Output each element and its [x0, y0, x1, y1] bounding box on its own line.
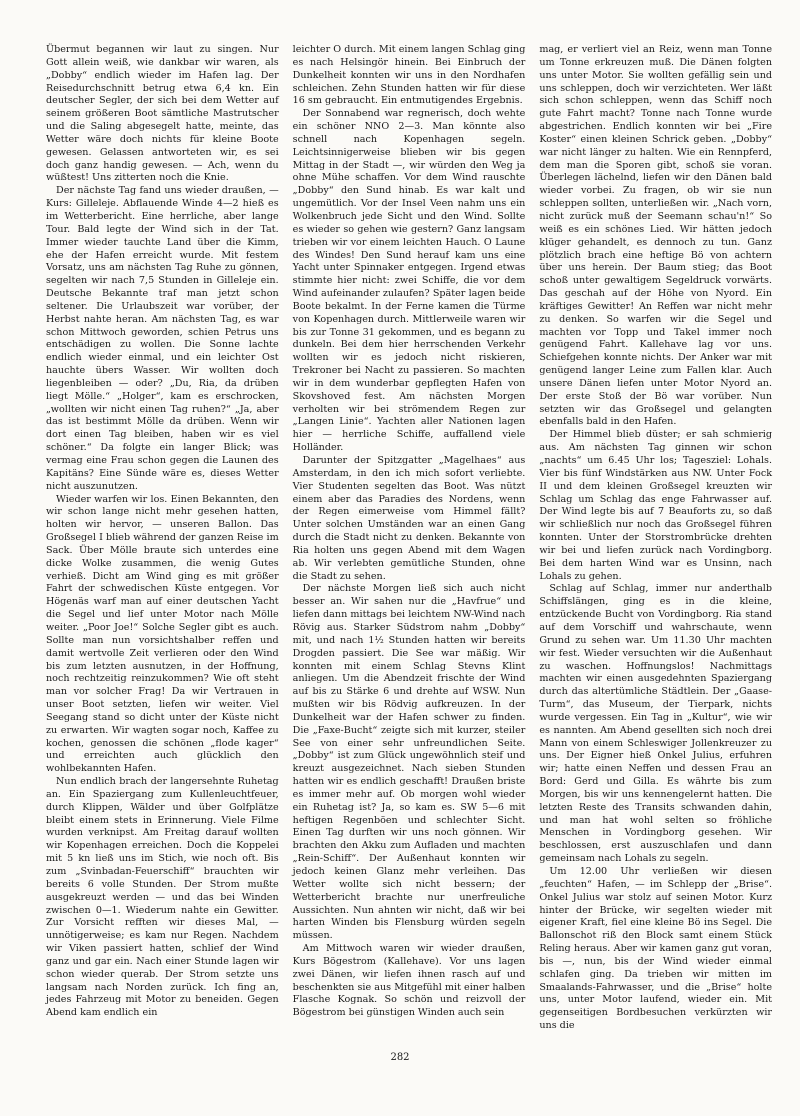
page-number: 282 [390, 1052, 410, 1063]
column-1 [46, 44, 279, 1033]
paragraph: mag, er verliert viel an Reiz, wenn man Tonne um Tonne erkreuzen muß. Die Dänen folgten uns unter Motor. Sie wollten gefällig sein und uns schleppen, doch wir verzichteten. Wer läßt sich schon schleppen, wenn das Schiff noch gute Fahrt macht? Tonne nach Tonne wurde abgestrichen. Endlich konnten wir bei „Fire Koster“ einen kleinen Schrick geben. „Dobby“ war nicht länger zu halten. Wie ein Rennpferd, dem man die Sporen gibt, schoß sie voran. Überlegen lächelnd, liefen wir den Dänen bald wieder vorbei. Zu fragen, ob wir sie nun schleppen sollten, unterließen wir. „Nach vorn, nicht zurück muß der Seemann schau'n!“ So weiß es ein schönes Lied. Wir hätten jedoch klüger gehandelt, es dennoch zu tun. Ganz plötzlich brach eine heftige Bö von achtern über uns herein. Der Baum stieg; das Boot schoß unter gewaltigem Segeldruck vorwärts. Das geschah auf der Höhe von Nyord. Ein kräftiges Gewitter! An Reffen war nicht mehr zu denken. So warfen wir die Segel und machten vor Topp und Takel immer noch genügend Fahrt. Kallehave lag vor uns. Schiefgehen konnte nichts. Der Anker war mit genügend langer Leine zum Fallen klar. Auch unsere Dänen liefen unter Motor Nyord an. Der erste Stoß der Bö war vorüber. Nun setzten wir das Großsegel und gelangten ebenfalls bald in den Hafen. [539, 44, 773, 428]
paragraph: Darunter der Spitzgatter „Magelhaes“ aus Amsterdam, in den ich mich sofort verliebte. Vier Studenten segelten das Boot. Was nützt einem aber das Paradies des Nordens, wenn der Regen eimerweise vom Himmel fällt? Unter solchen Umständen war an einen Gang durch die Stadt nicht zu denken. Bekannte von Ria holten uns gegen Abend mit dem Wagen ab. Wir verlebten gemütliche Stunden, ohne die Stadt zu sehen. [292, 455, 526, 582]
paragraph: Nun endlich brach der langersehnte Ruhetag an. Ein Spaziergang zum Kullenleuchtfeuer, durch Klippen, Wälder und über Golfplätze bleibt einem stets in Erinnerung. Viele Filme wurden verknipst. Am Freitag darauf wollten wir Kopenhagen erreichen. Doch die Koppelei mit 5 kn ließ uns im Stich, wie noch oft. Bis zum „Svinbadan-Feuerschiff“ brauchten wir bereits 6 volle Stunden. Der Strom mußte ausgekreuzt werden — und das bei Winden zwischen 0—1. Wiederum nahte ein Gewitter. Zur Vorsicht refften wir dieses Mal, — unnötigerweise; es kam nur Regen. Nachdem wir Viken passiert hatten, schlief der Wind ganz und gar ein. Nach einer Stunde lagen wir schon wieder querab. Der Strom setzte uns langsam nach Norden zurück. Ich fing an, jedes Fahrzeug mit Motor zu beneiden. Gegen Abend kam endlich ein [46, 776, 279, 1019]
column-2 [293, 44, 526, 1033]
paragraph: Der Himmel blieb düster; er sah schmierig aus. Am nächsten Tag ginnen wir schon „nachts“ um 6.45 Uhr los; Tagesziel: Lohals. Vier bis fünf Windstärken aus NW. Unter Fock II und dem kleinen Großsegel kreuzten wir Schlag um Schlag das enge Fahrwasser auf. Der Wind legte bis auf 7 Beauforts zu, so daß wir schließlich nur noch das Großsegel führen konnten. Unter der Storstrombrücke drehten wir bei und liefen zurück nach Vordingborg. Bei dem harten Wind war es Unsinn, nach Lohals zu gehen. [539, 429, 773, 582]
paragraph: Der nächste Tag fand uns wieder draußen, — Kurs: Gilleleje. Abflauende Winde 4—2 hieß es im Wetterbericht. Eine herrliche, aber lange Tour. Bald legte der Wind sich in der Tat. Immer wieder tauchte Land über die Kimm, ehe der Hafen erreicht wurde. Mit festem Vorsatz, uns am nächsten Tag Ruhe zu gönnen, segelten wir nach 7,5 Stunden in Gilleleje ein. Deutsche Bekannte traf man jetzt schon seltener. Die Urlaubszeit war vorüber, der Herbst nahte heran. Am nächsten Tag, es war schon Mittwoch geworden, schien Petrus uns entschädigen zu wollen. Die Sonne lachte endlich wieder einmal, und ein leichter Ost hauchte übers Wasser. Wir wollten doch liegenbleiben — oder? „Du, Ria, da drüben liegt Mölle.“ „Holger“, kam es erschrocken, „wollten wir nicht einen Tag ruhen?“ „Ja, aber das ist bestimmt Mölle da drüben. Wenn wir dort einen Tag bleiben, haben wir es viel schöner.“ Da folgte ein langer Blick; was vermag eine Frau schon gegen die Launen des Kapitäns? Eine Sünde wäre es, dieses Wetter nicht auszunutzen. [46, 185, 279, 492]
paragraph: Schlag auf Schlag, immer nur anderthalb Schiffslängen, ging es in die kleine, entzückende Bucht von Vordingborg. Ria stand auf dem Vorschiff und wahrschaute, wenn Grund zu sehen war. Um 11.30 Uhr machten wir fest. Wieder versuchten wir die Außenhaut zu waschen. Hoffnungslos! Nachmittags machten wir einen ausgedehnten Spaziergang durch das altertümliche Städtlein. Der „Gaase-Turm“, das Museum, der Tierpark, nichts wurde vergessen. Ein Tag in „Kultur“, wie wir es nannten. Am Abend gesellten sich noch drei Mann von einem Schleswiger Jollenkreuzer zu uns. Der Eigner hieß Onkel Julius, erfuhren wir; hatte einen Neffen und dessen Frau an Bord: Gerd und Gilla. Es währte bis zum Morgen, bis wir uns kennengelernt hatten. Die letzten Reste des Transits schwanden dahin, und man hat wohl selten so fröhliche Menschen in Vordingborg gesehen. Wir beschlossen, erst auszuschlafen und dann gemeinsam nach Lohals zu segeln. [539, 583, 773, 865]
paragraph: Der nächste Morgen ließ sich auch nicht besser an. Wir sahen nur die „Havfrue“ und liefen dann mittags bei leichtem NW-Wind nach Rövig aus. Starker Südstrom nahm „Dobby“ mit, und nach 1½ Stunden hatten wir bereits Drogden passiert. Die See war mäßig. Wir konnten mit einem Schlag Stevns Klint anliegen. Um die Abendzeit frischte der Wind auf bis zu Stärke 6 und drehte auf WSW. Nun mußten wir bis Rödvig aufkreuzen. In der Dunkelheit war der Hafen schwer zu finden. Die „Faxe-Bucht“ zeigte sich mit kurzer, steiler See von einer sehr unfreundlichen Seite. „Dobby“ ist zum Glück ungewöhnlich steif und kreuzt ausgezeichnet. Nach sieben Stunden hatten wir es endlich geschafft! Draußen briste es immer mehr auf. Ob morgen wohl wieder ein Ruhetag ist? Ja, so kam es. SW 5—6 mit heftigen Regenböen und schlechter Sicht. Einen Tag durften wir uns noch gönnen. Wir brachten den Akku zum Aufladen und machten „Rein-Schiff“. Der Außenhaut konnten wir jedoch keinen Glanz mehr verleihen. Das Wetter wollte sich nicht bessern; der Wetterbericht brachte nur unerfreuliche Aussichten. Nun ahnten wir nicht, daß wir bei harten Winden bis Flensburg würden segeln müssen. [292, 583, 526, 942]
paragraph: leichter O durch. Mit einem langen Schlag ging es nach Helsingör hinein. Bei Einbruch der Dunkelheit konnten wir uns in den Nordhafen schleichen. Zehn Stunden hatten wir für diese 16 sm gebraucht. Ein entmutigendes Ergebnis. [292, 44, 526, 107]
paragraph: Übermut begannen wir laut zu singen. Nur Gott allein weiß, wie dankbar wir waren, als „Dobby“ endlich wieder im Hafen lag. Der Reisedurchschnitt betrug etwa 6,4 kn. Ein deutscher Segler, der sich bei dem Wetter auf seinem größeren Boot sämtliche Mastrutscher und die Saling abgesegelt hatte, meinte, das Wetter wäre doch nichts für kleine Boote gewesen. Gelassen antworteten wir, es sei doch ganz handig gewesen. — Ach, wenn du wüßtest! Uns zitterten noch die Knie. [46, 44, 279, 184]
text-columns [46, 44, 772, 1033]
paragraph: Wieder warfen wir los. Einen Bekannten, den wir schon lange nicht mehr gesehen hatten, holten wir hervor, — unseren Ballon. Das Großsegel I blieb während der ganzen Reise im Sack. Über Mölle braute sich unterdes eine dicke Wolke zusammen, die wenig Gutes verhieß. Dicht am Wind ging es mit größer Fahrt der schwedischen Küste entgegen. Vor Högenäs warf man auf einer deutschen Yacht die Segel und lief unter Motor nach Mölle weiter. „Poor Joe!“ Solche Segler gibt es auch. Sollte man nun vorsichtshalber reffen und damit wertvolle Zeit verlieren oder den Wind bis zum letzten ausnutzen, in der Hoffnung, noch rechtzeitig reinzukommen? Wie oft steht man vor solcher Frag! Da wir Vertrauen in unser Boot setzten, liefen wir weiter. Viel Seegang stand so dicht unter der Küste nicht zu erwarten. Wir wagten sogar noch, Kaffee zu kochen, genossen die schönen „flode kager“ und erreichten auch glücklich den wohlbekannten Hafen. [46, 493, 279, 775]
paragraph: Am Mittwoch waren wir wieder draußen, Kurs Bögestrom (Kallehave). Vor uns lagen zwei Dänen, wir liefen ihnen rasch auf und beschenkten sie aus Mitgefühl mit einer halben Flasche Kognak. So schön und reizvoll der Bögestrom bei günstigen Winden auch sein [292, 943, 526, 1019]
paragraph: Um 12.00 Uhr verließen wir diesen „feuchten“ Hafen, — im Schlepp der „Brise“. Onkel Julius war stolz auf seinen Motor. Kurz hinter der Brücke, wir segelten wieder mit eigener Kraft, fiel eine kleine Bö ins Segel. Die Ballonschot riß den Block samt einem Stück Reling heraus. Aber wir kamen ganz gut voran, bis —, nun, bis der Wind wieder einmal schlafen ging. Da trieben wir mitten im Smaalands-Fahrwasser, und die „Brise“ holte uns, unter Motor laufend, wieder ein. Mit gegenseitigen Bordbesuchen verkürzten wir uns die [539, 866, 773, 1032]
paragraph: Der Sonnabend war regnerisch, doch wehte ein schöner NNO 2—3. Man könnte also schnell nach Kopenhagen segeln. Leichtsinnigerweise blieben wir bis gegen Mittag in der Stadt —, wir würden den Weg ja ohne Mühe schaffen. Vor dem Wind rauschte „Dobby“ den Sund hinab. Es war kalt und ungemütlich. Vor der Insel Veen nahm uns ein Wolkenbruch jede Sicht und den Wind. Sollte es wieder so gehen wie gestern? Ganz langsam trieben wir vor einem leichten Hauch. O Laune des Windes! Den Sund herauf kam uns eine Yacht unter Spinnaker entgegen. Irgend etwas stimmte hier nicht: zwei Schiffe, die vor dem Wind aufeinander zulaufen? Später lagen beide Boote bekalmt. In der Ferne kamen die Türme von Kopenhagen durch. Mittlerweile waren wir bis zur Tonne 31 gekommen, und es begann zu dunkeln. Bei dem hier herrschenden Verkehr wollten wir es jedoch nicht riskieren, Trekroner bei Nacht zu passieren. So machten wir in dem wunderbar gepflegten Hafen von Skovshoved fest. Am nächsten Morgen verholten wir bei strömendem Regen zur „Langen Linie“. Yachten aller Nationen lagen hier — herrliche Schiffe, auffallend viele Holländer. [292, 108, 526, 454]
column-3 [539, 44, 772, 1033]
